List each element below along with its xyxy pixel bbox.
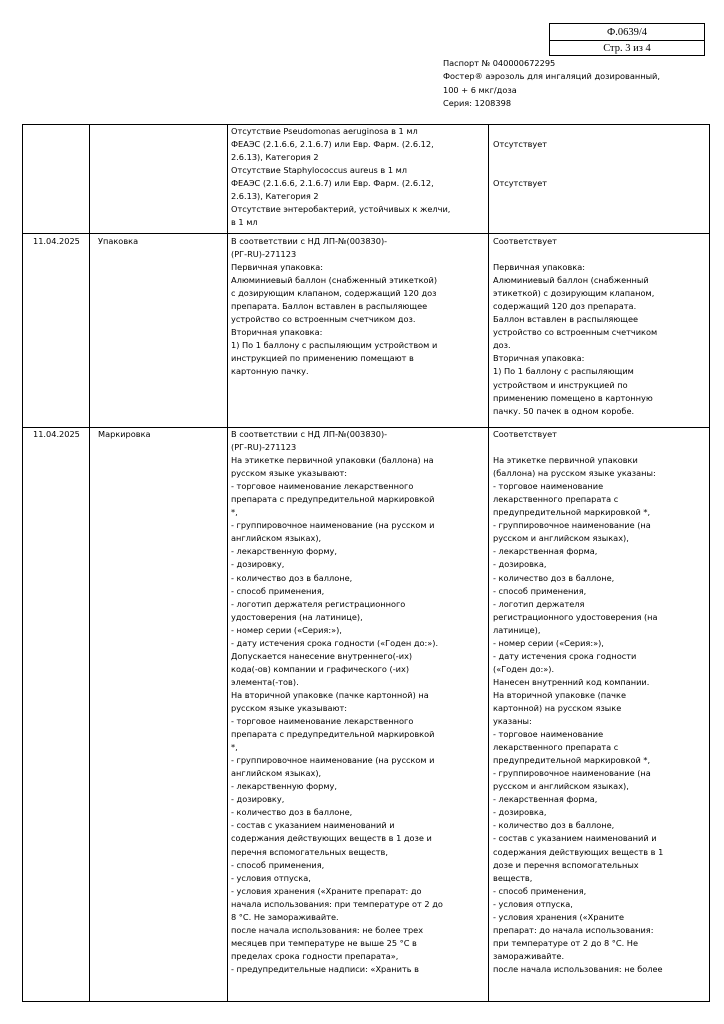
cell-line: веществ, [493, 872, 533, 883]
cell-line: На вторичной упаковке (пачке картонной) на [231, 689, 429, 700]
cell-line: пределах срока годности препарата», [231, 950, 399, 961]
cell-line: - предупредительные надписи: «Хранить в [231, 963, 419, 974]
cell-result [493, 235, 657, 418]
cell-line: Баллон вставлен в распыляющее [493, 314, 639, 325]
cell-line: Вторичная упаковка: [493, 353, 585, 364]
cell-line: На вторичной упаковке (пачке [493, 689, 626, 700]
cell-line: Первичная упаковка: [231, 262, 323, 273]
product-dosage: 100 + 6 мкг/доза [443, 84, 517, 95]
cell-line: Алюминиевый баллон (снабженный [493, 275, 649, 286]
cell-line: 2.6.13), Категория 2 [231, 152, 319, 163]
cell-line: русском и английском языках), [493, 533, 629, 544]
cell-line: замораживайте. [493, 950, 565, 961]
cell-line: 1) По 1 баллону с распыляющим [493, 366, 634, 377]
cell-line: (РГ-RU)-271123 [231, 442, 297, 453]
cell-line: 1) По 1 баллону с распыляющим устройством и [231, 340, 438, 351]
cell-name: Упаковка [98, 236, 139, 246]
cell-line: - торговое наименование [493, 729, 604, 740]
cell-line: устройством и инструкцией по [493, 379, 628, 390]
cell-line: - группировочное наименование (на русском и [231, 520, 435, 531]
cell-line: - количество доз в баллоне, [231, 572, 353, 583]
cell-line: - лекарственную форму, [231, 546, 337, 557]
cell-name: Маркировка [98, 429, 151, 439]
cell-line: - дозировка, [493, 807, 547, 818]
cell-line: содержания действующих веществ в 1 дозе и [231, 833, 432, 844]
cell-line: - логотип держателя [493, 598, 585, 609]
cell-line: лекарственного препарата с [493, 742, 619, 753]
cell-line: Нанесен внутренний код компании. [493, 676, 650, 687]
product-name: Фостер® аэрозоль для ингаляций дозированный, [443, 71, 660, 82]
cell-line: - номер серии («Серия:»), [231, 624, 342, 635]
page-counter: Стр. 3 из 4 [603, 43, 651, 54]
cell-line: картонной) на русском языке [493, 702, 622, 713]
cell-line: Отсутствует [493, 139, 548, 150]
cell-line: Отсутствие энтеробактерий, устойчивых к желчи, [231, 204, 451, 215]
cell-line: дозе и перечня вспомогательных [493, 859, 639, 870]
cell-line: - лекарственная форма, [493, 546, 598, 557]
cell-line: На этикетке первичной упаковки (баллона) на [231, 455, 434, 466]
cell-line: элемента(-тов). [231, 676, 299, 687]
cell-line: после начала использования: не более [493, 963, 663, 974]
cell-requirement [231, 235, 437, 379]
cell-line: предупредительной маркировкой *, [493, 755, 651, 766]
cell-line: 8 °С. Не замораживайте. [231, 911, 339, 922]
cell-requirement [231, 125, 450, 229]
cell-line: *, [231, 742, 238, 753]
form-number-box [549, 23, 705, 56]
cell-date: 11.04.2025 [33, 429, 80, 439]
cell-line: после начала использования: не более трех [231, 924, 424, 935]
cell-line: В соответствии с НД ЛП-№(003830)- [231, 236, 388, 246]
cell-line: этикеткой) с дозирующим клапаном, [493, 288, 655, 299]
cell-line: русском языке указывают: [231, 468, 347, 479]
cell-line: начала использования: при температуре от 2 до [231, 898, 443, 909]
cell-line: картонную пачку. [231, 366, 309, 377]
cell-line: ФЕАЭС (2.1.6.6, 2.1.6.7) или Евр. Фарм. (2.6.12, [231, 178, 434, 189]
cell-line: Отсутствие Staphylococcus aureus в 1 мл [231, 165, 408, 176]
cell-line: содержания действующих веществ в 1 [493, 846, 664, 857]
cell-line: - номер серии («Серия:»), [493, 637, 604, 648]
cell-line: указаны: [493, 716, 532, 727]
cell-line: - способ применения, [493, 885, 587, 896]
cell-line: устройство со встроенным счетчиком доз. [231, 314, 416, 325]
cell-line: - дозировку, [231, 794, 285, 805]
cell-line: - торговое наименование [493, 481, 604, 492]
cell-line: - способ применения, [231, 859, 325, 870]
cell-line: - дозировку, [231, 559, 285, 570]
cell-line [493, 125, 547, 138]
cell-requirement [231, 428, 443, 976]
cell-line [493, 248, 657, 261]
cell-line: - торговое наименование лекарственного [231, 481, 414, 492]
cell-line: - условия хранения («Храните препарат: до [231, 885, 422, 896]
column-divider-date [89, 124, 90, 1002]
passport-header [443, 57, 660, 111]
cell-line: латинице), [493, 624, 541, 635]
row-divider [22, 233, 710, 234]
cell-line: применению помещено в картонную [493, 392, 653, 403]
cell-line: кода(-ов) компании и графического (-их) [231, 663, 410, 674]
cell-line: русском и английском языках), [493, 781, 629, 792]
cell-line: - торговое наименование лекарственного [231, 716, 414, 727]
cell-line: предупредительной маркировкой *, [493, 507, 651, 518]
passport-number: Паспорт № 040000672295 [443, 58, 556, 68]
cell-line: месяцев при температуре не выше 25 °С в [231, 937, 417, 948]
cell-line [493, 441, 663, 454]
cell-date: 11.04.2025 [33, 236, 80, 246]
cell-line: - группировочное наименование (на русском и [231, 755, 435, 766]
cell-line: 2.6.13), Категория 2 [231, 191, 319, 202]
table-border-bottom [22, 1001, 710, 1002]
cell-line: препарата с предупредительной маркировкой [231, 494, 435, 505]
cell-line: Вторичная упаковка: [231, 327, 323, 338]
column-divider-requirement [488, 124, 489, 1002]
form-code: Ф.0639/4 [606, 27, 648, 38]
table-border-right [709, 124, 710, 1002]
cell-line: Отсутствует [493, 178, 548, 189]
cell-line: - условия хранения («Храните [493, 911, 624, 922]
cell-line: инструкцией по применению помещают в [231, 353, 414, 364]
cell-line: Отсутствие Pseudomonas aeruginosa в 1 мл [231, 126, 418, 136]
cell-line: - количество доз в баллоне, [493, 572, 615, 583]
test-results-table [22, 124, 710, 1002]
cell-line: препарата. Баллон вставлен в распыляющее [231, 301, 428, 312]
cell-line: - группировочное наименование (на [493, 768, 651, 779]
cell-line: Алюминиевый баллон (снабженный этикеткой) [231, 275, 438, 286]
cell-line: - способ применения, [231, 585, 325, 596]
cell-line: удостоверения (на латинице), [231, 611, 363, 622]
cell-line: («Годен до:»). [493, 663, 555, 674]
cell-line: с дозирующим клапаном, содержащий 120 доз [231, 288, 437, 299]
cell-line: - состав с указанием наименований и [231, 820, 395, 831]
cell-line: - лекарственная форма, [493, 794, 598, 805]
cell-line: препарата с предупредительной маркировкой [231, 729, 435, 740]
cell-line: - дату истечения срока годности [493, 650, 637, 661]
column-divider-name [227, 124, 228, 1002]
cell-line: регистрационного удостоверения (на [493, 611, 658, 622]
cell-line [493, 151, 547, 164]
cell-line: На этикетке первичной упаковки [493, 455, 638, 466]
cell-line: русском языке указывают: [231, 702, 347, 713]
cell-line: - количество доз в баллоне, [231, 807, 353, 818]
cell-line: - условия отпуска, [231, 872, 311, 883]
cell-line: при температуре от 2 до 8 °С. Не [493, 937, 639, 948]
cell-line: - условия отпуска, [493, 898, 573, 909]
cell-line: Соответствует [493, 236, 557, 246]
cell-line: - лекарственную форму, [231, 781, 337, 792]
cell-line: - дату истечения срока годности («Годен до:»). [231, 637, 439, 648]
cell-result [493, 428, 663, 976]
cell-line: содержащий 120 доз препарата. [493, 301, 637, 312]
cell-line: препарат: до начала использования: [493, 924, 654, 935]
cell-line: - количество доз в баллоне, [493, 820, 615, 831]
cell-line: лекарственного препарата с [493, 494, 619, 505]
cell-line: устройство со встроенным счетчиком [493, 327, 658, 338]
cell-line: (баллона) на русском языке указаны: [493, 468, 656, 479]
cell-line: английском языках), [231, 768, 322, 779]
cell-line: - группировочное наименование (на [493, 520, 651, 531]
batch-number: Серия: 1208398 [443, 98, 512, 109]
cell-line: Соответствует [493, 429, 557, 439]
cell-line: доз. [493, 340, 511, 351]
cell-line: Первичная упаковка: [493, 262, 585, 273]
cell-result [493, 125, 547, 190]
cell-line: - логотип держателя регистрационного [231, 598, 406, 609]
cell-line [493, 164, 547, 177]
cell-line: *, [231, 507, 238, 518]
cell-line: (РГ-RU)-271123 [231, 249, 297, 260]
cell-line: пачку. 50 пачек в одном коробе. [493, 405, 635, 416]
cell-line: перечня вспомогательных веществ, [231, 846, 388, 857]
cell-line: В соответствии с НД ЛП-№(003830)- [231, 429, 388, 439]
cell-line: ФЕАЭС (2.1.6.6, 2.1.6.7) или Евр. Фарм. (2.6.12, [231, 139, 434, 150]
cell-line: - способ применения, [493, 585, 587, 596]
cell-line: английском языках), [231, 533, 322, 544]
cell-line: Допускается нанесение внутреннего(-их) [231, 650, 413, 661]
cell-line: - состав с указанием наименований и [493, 833, 657, 844]
cell-line: - дозировка, [493, 559, 547, 570]
cell-line: в 1 мл [231, 217, 258, 228]
table-border-left [22, 124, 23, 1002]
